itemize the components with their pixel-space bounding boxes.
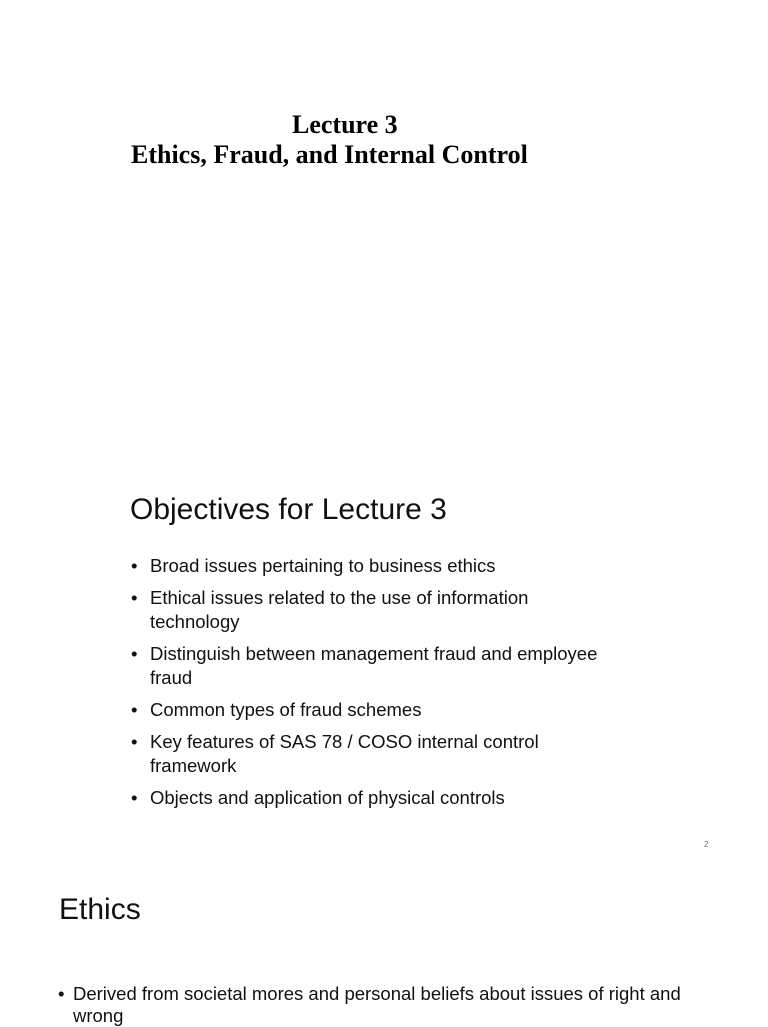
lecture-topic-title: Ethics, Fraud, and Internal Control <box>131 140 528 169</box>
list-item <box>131 586 611 634</box>
title-slide <box>0 0 768 460</box>
bullet-icon: • <box>131 787 138 808</box>
list-item <box>131 554 611 578</box>
bullet-icon: • <box>131 643 138 664</box>
bullet-icon: • <box>58 983 65 1004</box>
list-item-text: Ethical issues related to the use of information technology <box>150 587 529 632</box>
list-item-text: Distinguish between management fraud and employee fraud <box>150 643 598 688</box>
list-item-text: Common types of fraud schemes <box>150 699 422 720</box>
bullet-icon: • <box>131 587 138 608</box>
list-item <box>58 983 718 1027</box>
ethics-slide <box>0 860 768 1024</box>
objectives-heading: Objectives for Lecture 3 <box>130 493 447 526</box>
list-item-text: Objects and application of physical controls <box>150 787 505 808</box>
objectives-list <box>131 554 611 818</box>
ethics-heading: Ethics <box>59 893 141 926</box>
page-number: 2 <box>704 840 709 849</box>
bullet-icon: • <box>131 555 138 576</box>
list-item-text: Key features of SAS 78 / COSO internal control framework <box>150 731 539 776</box>
objectives-slide <box>0 460 768 860</box>
list-item <box>131 786 611 810</box>
list-item-text: Derived from societal mores and personal beliefs about issues of right and wrong <box>73 983 681 1026</box>
list-item <box>131 730 611 778</box>
bullet-icon: • <box>131 699 138 720</box>
list-item <box>131 698 611 722</box>
list-item <box>131 642 611 690</box>
lecture-number-title: Lecture 3 <box>292 110 398 139</box>
bullet-icon: • <box>131 731 138 752</box>
ethics-list <box>58 983 718 1027</box>
list-item-text: Broad issues pertaining to business ethics <box>150 555 496 576</box>
